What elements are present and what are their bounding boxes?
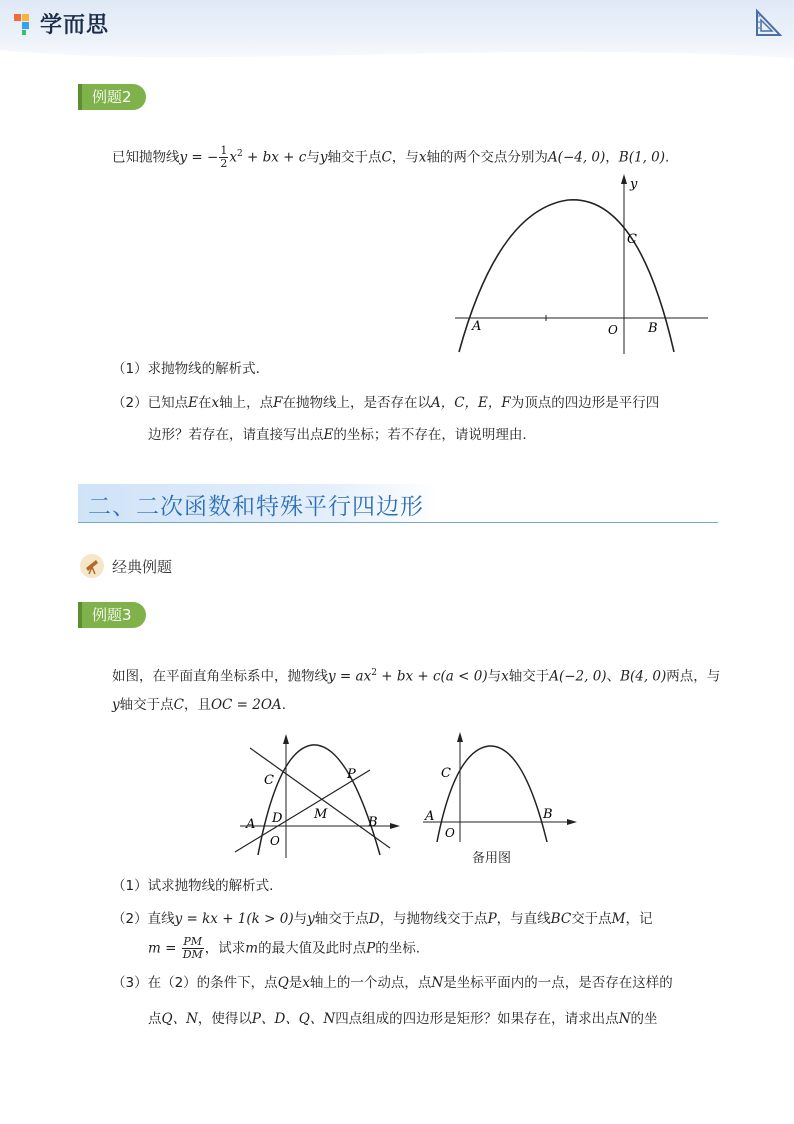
A-label: A [472,319,482,334]
y-axis-arrow [621,174,627,184]
header-wave [0,40,794,80]
example3-stem-line1: 如图，在平面直角坐标系中，抛物线$y = ax^2$ + bx + c(a < 0)与x轴交于A(−2, 0)、B(4, 0)两点，与 [112,668,721,685]
brand-name: 学而思 [40,12,110,38]
O-label: O [608,323,618,337]
line-DP [235,770,370,852]
example3-question2-line2: m = $\frac{PM}{DM}$ ，试求m的最大值及此时点P的坐标. [148,935,420,961]
y-label: y [630,177,638,192]
telescope-icon [80,554,104,578]
example2-parabola-figure [450,170,715,360]
parabola-curve [459,200,674,352]
example3-stem-line2: y轴交于点C，且OC = 2OA. [112,697,286,713]
section2-header [78,484,718,524]
ruler-triangle-icon [754,8,782,38]
svg-text:O: O [270,834,280,848]
svg-text:D: D [272,811,283,826]
svg-text:B: B [368,815,378,830]
svg-text:O: O [445,826,455,840]
example2-question2-line2: 边形？若存在，请直接写出点E的坐标；若不存在，请说明理由. [148,427,527,443]
svg-text:C: C [441,766,451,781]
figure2-caption: 备用图 [472,851,512,866]
B-label: B [648,321,658,336]
example3-question3-line1: （3）在（2）的条件下，点Q是x轴上的一个动点，点N是坐标平面内的一点，是否存在这样的 [112,975,673,991]
section2-title: 二、二次函数和特殊平行四边形 [88,494,424,520]
xueersi-logo-icon [14,11,36,35]
example3-figure1 [230,730,405,860]
example3-question1: （1）试求抛物线的解析式. [112,878,274,894]
brand-logo [14,9,109,37]
example3-figure2 [415,730,585,845]
classic-examples-heading [80,554,172,578]
example2-question2-line1: （2）已知点E在x轴上，点F在抛物线上，是否存在以A，C，E，F为顶点的四边形是平行四 [112,395,660,411]
svg-text:P: P [347,767,356,782]
line-BC [250,748,390,848]
svg-text:A: A [425,809,435,824]
svg-text:M: M [314,807,328,822]
svg-text:C: C [264,773,274,788]
example2-stem: 已知抛物线y = − $\frac{1}{2}$ $x^2$ + bx + c与y轴交于点C，与x轴的两个交点分别为A(−4, 0)，B(1, 0). [112,144,670,170]
example2-question1: （1）求抛物线的解析式. [112,361,260,377]
example3-question2-line1: （2）直线y = kx + 1(k > 0)与y轴交于点D，与抛物线交于点P，与直线BC交于点M，记 [112,911,653,927]
example2-tag: 例题2 [78,84,146,110]
example3-question3-line2: 点Q、N，使得以P、D、Q、N四点组成的四边形是矩形？如果存在，请求出点N的坐 [148,1011,658,1027]
svg-text:B: B [543,807,553,822]
svg-text:A: A [246,817,256,832]
C-label: C [627,232,637,247]
classic-examples-label: 经典例题 [112,557,173,576]
example3-tag: 例题3 [78,602,146,628]
